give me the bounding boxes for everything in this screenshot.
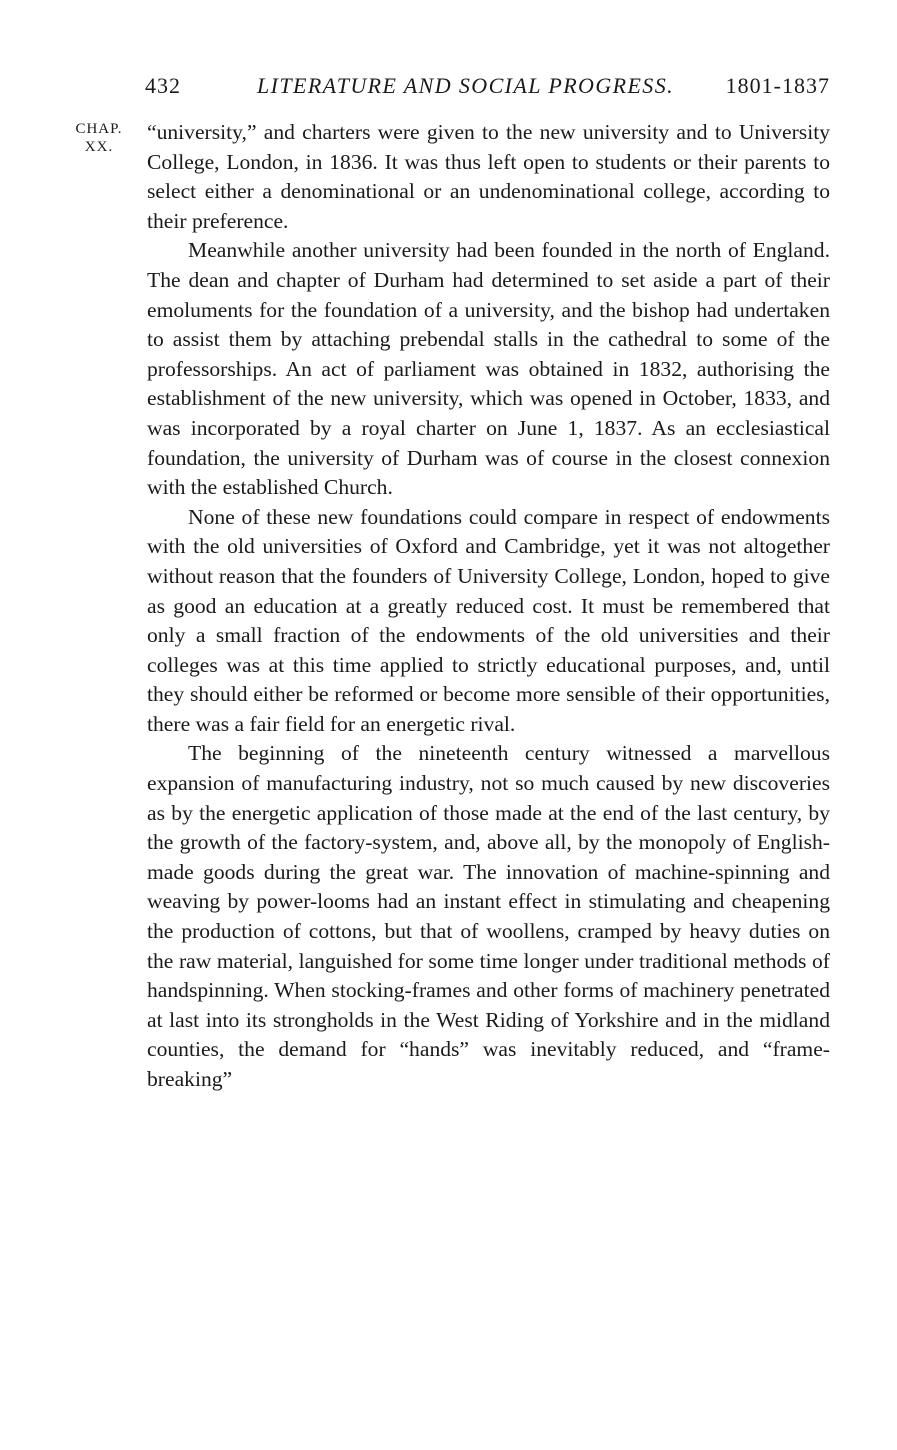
chapter-marker [64, 120, 134, 156]
date-range: 1801-1837 [725, 73, 830, 98]
running-title: LITERATURE AND SOCIAL PROGRESS. [257, 73, 674, 98]
chapter-label: CHAP. [75, 121, 123, 137]
paragraph-manufacturing: The beginning of the nineteenth century witnessed a marvellous expansion of manufacturing industry, not so much caused by new discoveries as by the energetic application of those made at the end of the last century, by the growth of the factory-system, and, above all, by the monopoly of English-made goods during the great war. The innovation of machine-spinning and weaving by power-looms had an instant effect in stimulating and cheapening the production of cottons, but that of woollens, cramped by heavy duties on the raw material, languished for some time longer under traditional methods of handspinning. When stocking-frames and other forms of machinery penetrated at last into its strongholds in the West Riding of Yorkshire and in the midland counties, the demand for “hands” was inevitably reduced, and “frame-breaking” [147, 741, 830, 1091]
running-header [145, 70, 830, 102]
chapter-number: XX. [84, 139, 114, 155]
paragraph-continuation: “university,” and charters were given to the new university and to University College, London, in 1836. It was thus left open to students or their parents to select either a denominational or an undenominational college, according to their preference. [147, 120, 830, 233]
body-text [147, 118, 830, 1095]
page-number: 432 [145, 73, 181, 98]
paragraph-endowments: None of these new foundations could compare in respect of endowments with the old universities of Oxford and Cambridge, yet it was not altogether without reason that the founders of University College, London, hoped to give as good an education at a greatly reduced cost. It must be remembered that only a small fraction of the endowments of the old universities and their colleges was at this time applied to strictly educational purposes, and, until they should either be reformed or become more sensible of their opportunities, there was a fair field for an energetic rival. [147, 504, 830, 736]
paragraph-durham: Meanwhile another university had been founded in the north of England. The dean and chapter of Durham had determined to set aside a part of their emoluments for the foundation of a university, and the bishop had undertaken to assist them by attaching prebendal stalls in the cathedral to some of the professorships. An act of parliament was obtained in 1832, authorising the establishment of the new university, which was opened in October, 1833, and was incorporated by a royal charter on June 1, 1837. As an ecclesiastical foundation, the university of Durham was of course in the closest connexion with the established Church. [147, 238, 830, 500]
